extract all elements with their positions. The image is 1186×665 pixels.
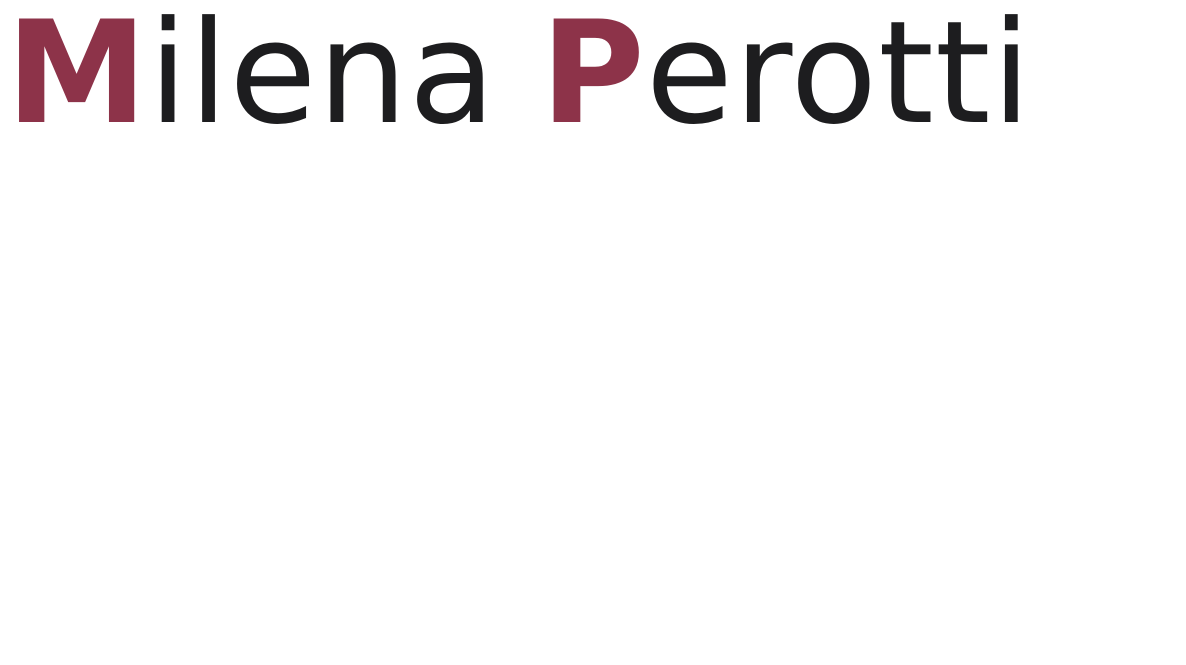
first-name-rest: ilena: [148, 0, 497, 156]
first-name-initial: M: [6, 0, 149, 156]
brand-logo[interactable]: [6, 0, 1032, 156]
last-name-initial: P: [540, 0, 646, 156]
last-name-rest: erotti: [645, 0, 1032, 156]
